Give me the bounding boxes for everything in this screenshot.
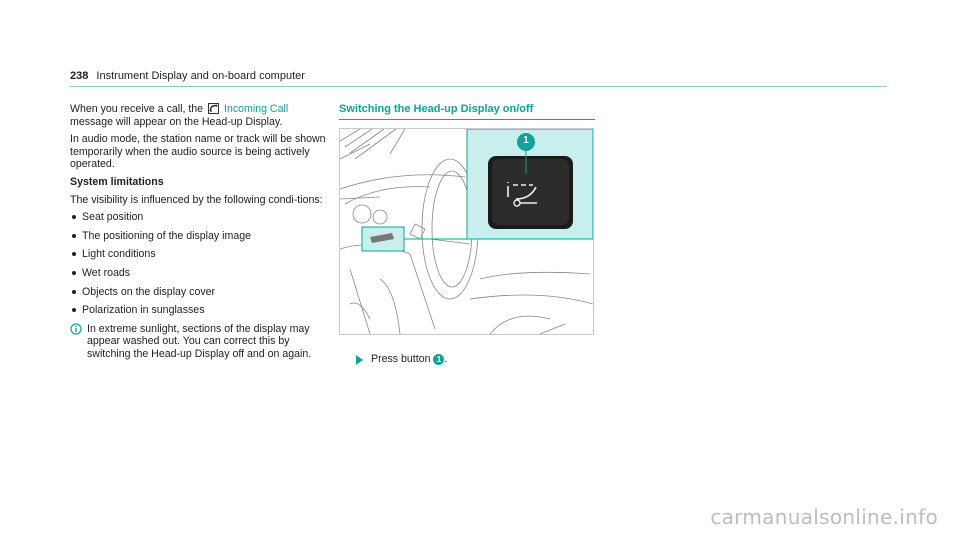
button-number-badge: 1 xyxy=(433,354,444,365)
callout-badge: 1 xyxy=(523,135,529,146)
system-limitations-heading: System limitations xyxy=(70,175,164,188)
instruction-text: Press button xyxy=(371,353,431,365)
list-item: Polarization in sunglasses xyxy=(70,304,328,317)
section-title: Switching the Head-up Display on/off xyxy=(339,103,595,120)
watermark: carmanualsonline.info xyxy=(710,505,938,529)
note-text: In extreme sunlight, sections of the display may appear washed out. You can correct this by switching the Head-up Display off and on again. xyxy=(87,322,312,360)
action-arrow-icon xyxy=(356,355,363,365)
info-note-icon xyxy=(70,323,82,335)
incoming-call-paragraph: When you receive a call, the Incoming Call message will appear on the Head-up Display. xyxy=(70,103,289,128)
phone-icon xyxy=(208,103,219,114)
page-number: 238 xyxy=(70,70,89,82)
list-item: Wet roads xyxy=(70,267,328,280)
left-column xyxy=(70,103,328,361)
list-item: The positioning of the display image xyxy=(70,230,328,243)
incoming-call-label: Incoming Call xyxy=(224,103,289,115)
note-block xyxy=(70,323,328,361)
cockpit-illustration xyxy=(339,128,594,335)
audio-mode-paragraph: In audio mode, the station name or track will be shown temporarily when the audio source is being actively operated. xyxy=(70,133,326,171)
list-item: Seat position xyxy=(70,211,328,224)
chapter-title: Instrument Display and on-board computer xyxy=(96,70,305,82)
right-column xyxy=(339,103,595,365)
visibility-paragraph: The visibility is influenced by the following condi-tions: xyxy=(70,193,323,206)
cockpit-drawing xyxy=(340,129,593,334)
list-item: Objects on the display cover xyxy=(70,286,328,299)
list-item: Light conditions xyxy=(70,248,328,261)
conditions-list xyxy=(70,211,328,317)
page-header xyxy=(70,70,887,87)
instruction-step: Press button 1 . xyxy=(356,353,447,366)
